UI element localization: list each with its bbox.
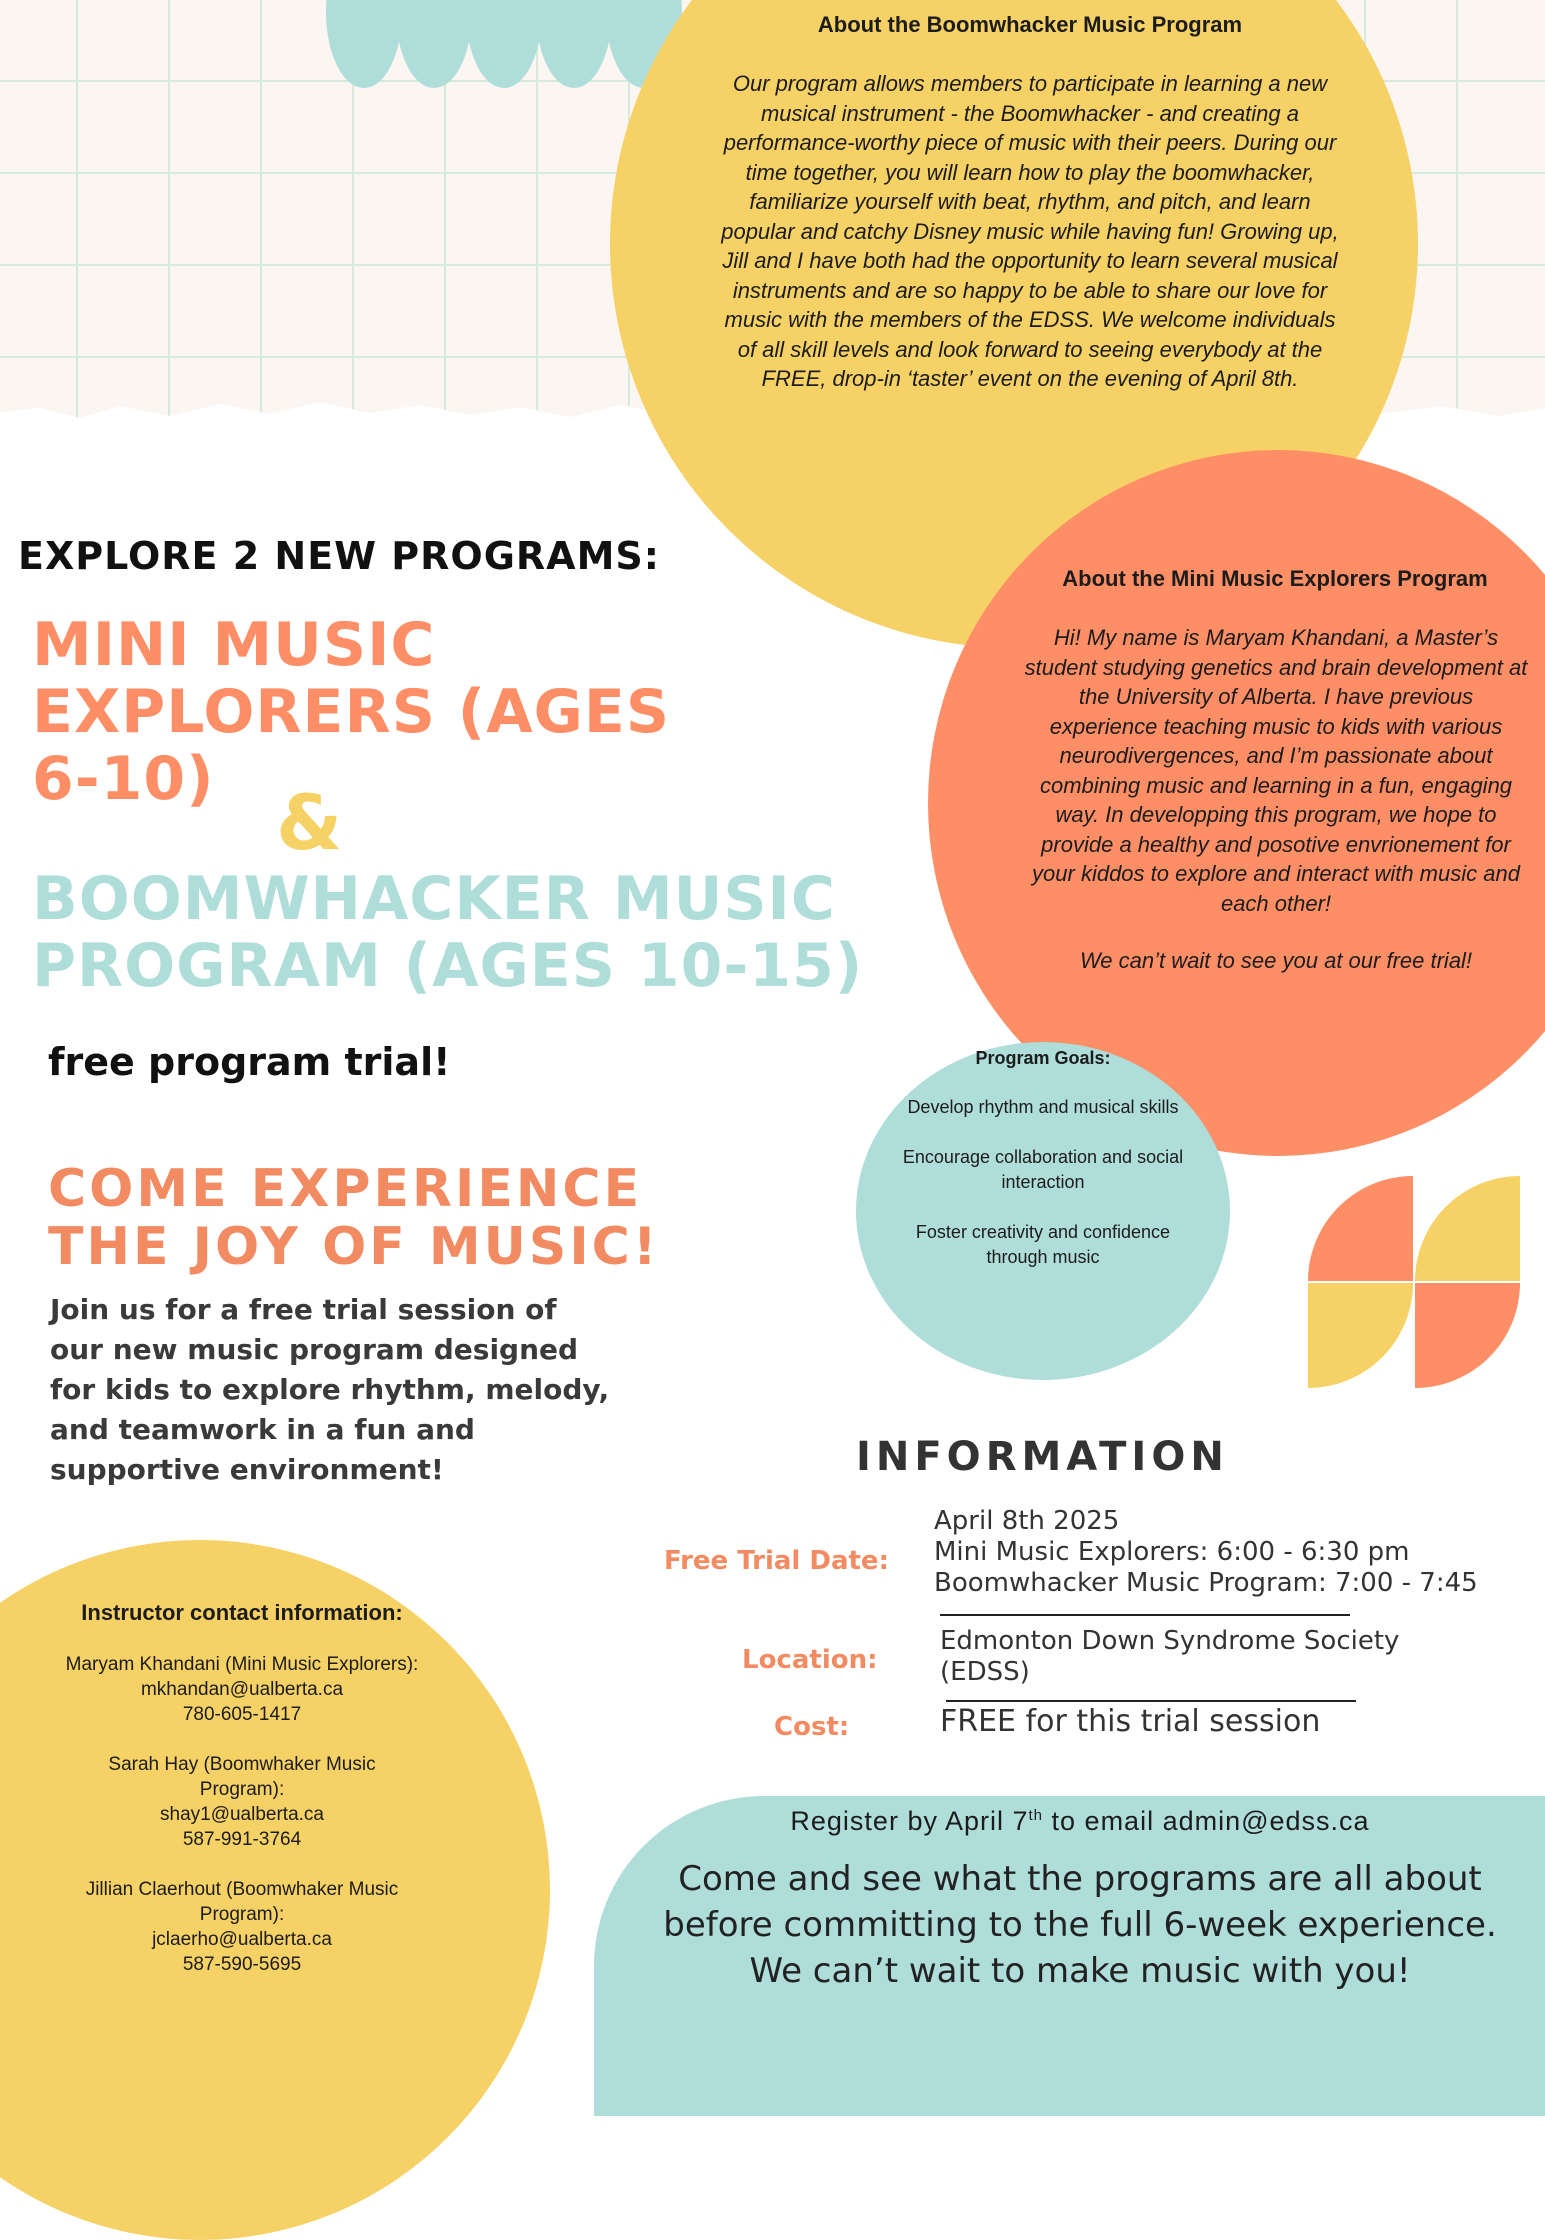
free-trial-tagline: free program trial! [48,1040,451,1084]
experience-body: Join us for a free trial session of our new music program designed for kids to explore rhythm, melody, and teamwork in a fun and supportive environment! [50,1293,610,1486]
contact-email[interactable]: jclaerho@ualberta.ca [152,1929,332,1950]
location-value [940,1626,1399,1688]
quarter-circle-decoration [1308,1176,1520,1388]
cost-value: FREE for this trial session [940,1704,1321,1739]
location-line: (EDSS) [940,1657,1030,1687]
explore-heading: EXPLORE 2 NEW PROGRAMS: [18,534,660,578]
instructor-contact [30,1600,454,1977]
register-message-line: before committing to the full 6-week experience. [663,1905,1497,1945]
register-suffix: to email admin@edss.ca [1043,1806,1370,1836]
contact-email[interactable]: mkhandan@ualberta.ca [140,1679,344,1700]
location-label: Location: [742,1645,878,1675]
free-trial-date-value [934,1506,1478,1599]
experience-heading-line-2: THE JOY OF MUSIC! [48,1217,660,1277]
boomwhacker-program-title [32,866,863,1000]
contact-name: Maryam Khandani (Mini Music Explorers): [65,1654,419,1675]
experience-heading-line-1: COME EXPERIENCE [48,1159,643,1219]
mini-title-line-2: EXPLORERS (AGES [32,677,671,747]
program-goals [900,1048,1186,1270]
contact-email[interactable]: shay1@ualberta.ca [160,1804,324,1825]
information-heading: INFORMATION [856,1434,1229,1480]
register-message-line: We can’t wait to make music with you! [749,1951,1411,1991]
location-line: Edmonton Down Syndrome Society [940,1626,1400,1656]
boom-title-line-2: PROGRAM (AGES 10-15) [32,931,864,1001]
trial-date-line: Mini Music Explorers: 6:00 - 6:30 pm [934,1537,1410,1567]
contact-name: Jillian Claerhout (Boomwhaker Music Program): [85,1879,399,1925]
mini-program-title [32,612,670,813]
ampersand: & [276,778,344,867]
contact-person [30,1652,454,1727]
trial-date-line: Boomwhacker Music Program: 7:00 - 7:45 [934,1568,1478,1598]
divider-rule [940,1614,1350,1616]
register-message [620,1856,1540,1994]
boomwhacker-about-body: Our program allows members to participate in learning a new musical instrument - the Boomwhacker - and creating a performance-worthy piece of music with their peers. During our time together, you will learn how to play the boomwhacker, familiarize yourself with beat, rhythm, and pitch, and learn popular and catchy Disney music while having fun! Growing up, Jill and I have both had the opportunity to learn several musical instruments and are so happy to be able to share our love for music with the members of the EDSS. We welcome individuals of all skill levels and look forward to seeing everybody at the FREE, drop-in ‘taster’ event on the evening of April 8th. [721,71,1339,391]
cost-label: Cost: [774,1712,850,1742]
program-goal-item: Develop rhythm and musical skills [907,1097,1179,1117]
boom-title-line-1: BOOMWHACKER MUSIC [32,864,836,934]
mini-title-line-3: 6-10) [32,744,215,814]
contact-name: Sarah Hay (Boomwhaker Music Program): [108,1754,376,1800]
contact-phone: 780-605-1417 [182,1704,302,1725]
program-goal-item: Foster creativity and confidence through music [915,1222,1171,1267]
contact-title: Instructor contact information: [81,1600,403,1625]
program-goals-title: Program Goals: [975,1048,1111,1068]
mini-about-title: About the Mini Music Explorers Program [1062,566,1488,591]
register-prefix: Register by April 7 [790,1806,1029,1836]
contact-phone: 587-590-5695 [182,1954,302,1975]
free-trial-date-label: Free Trial Date: [664,1546,889,1576]
register-message-line: Come and see what the programs are all about [678,1859,1482,1899]
mini-about-closing: We can’t wait to see you at our free trial! [1079,948,1473,973]
program-goal-item: Encourage collaboration and social interaction [902,1147,1184,1192]
register-sup: th [1028,1807,1044,1824]
mini-title-line-1: MINI MUSIC [32,610,436,680]
divider-rule [946,1700,1356,1702]
contact-person [30,1877,454,1977]
boomwhacker-about-title: About the Boomwhacker Music Program [817,12,1243,37]
contact-person [30,1752,454,1852]
teal-scallop-decoration [320,0,700,92]
trial-date-line: April 8th 2025 [934,1506,1120,1536]
experience-heading [48,1160,660,1276]
register-deadline [640,1806,1520,1837]
contact-phone: 587-991-3764 [182,1829,302,1850]
mini-about-body: Hi! My name is Maryam Khandani, a Master’s student studying genetics and brain development at the University of Alberta. I have previous experience teaching music to kids with various neurodivergences, and I’m passionate about combining music and learning in a fun, engaging way. In developping this program, we hope to provide a healthy and posotive envrionement for your kiddos to explore and interact with music and each other! [1024,625,1528,916]
